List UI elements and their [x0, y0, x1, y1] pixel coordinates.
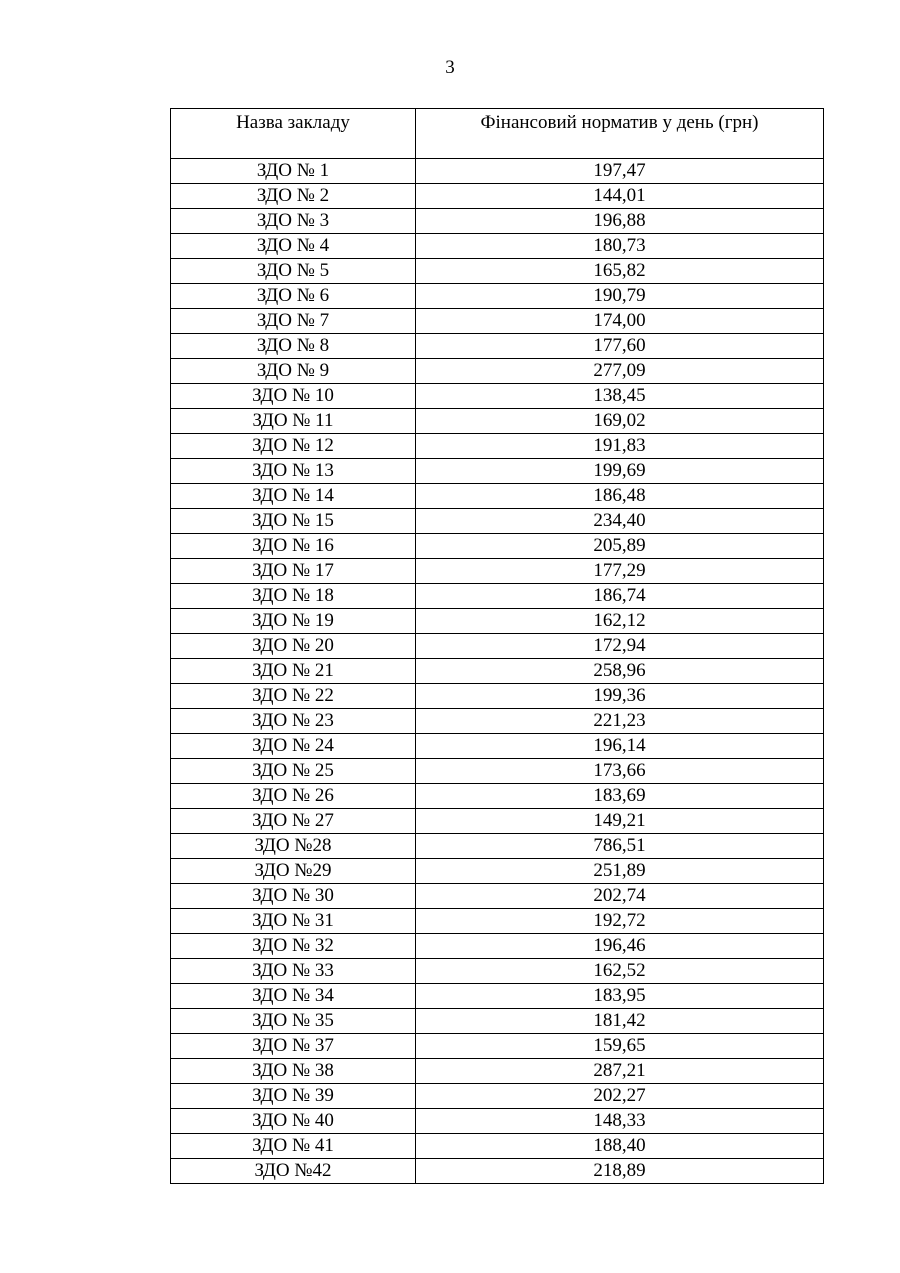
institution-name-cell: ЗДО № 32	[171, 934, 416, 959]
table-row	[171, 1059, 824, 1084]
institution-name-cell: ЗДО № 14	[171, 484, 416, 509]
daily-norm-cell: 192,72	[416, 909, 824, 934]
institution-name-cell: ЗДО № 23	[171, 709, 416, 734]
daily-norm-cell: 196,46	[416, 934, 824, 959]
daily-norm-cell: 162,52	[416, 959, 824, 984]
daily-norm-cell: 221,23	[416, 709, 824, 734]
table-row	[171, 884, 824, 909]
table-row	[171, 1034, 824, 1059]
institution-name-cell: ЗДО № 41	[171, 1134, 416, 1159]
institution-name-cell: ЗДО № 2	[171, 184, 416, 209]
institution-name-cell: ЗДО № 26	[171, 784, 416, 809]
institution-name-cell: ЗДО № 11	[171, 409, 416, 434]
daily-norm-cell: 181,42	[416, 1009, 824, 1034]
table-row	[171, 234, 824, 259]
table-row	[171, 759, 824, 784]
table-row	[171, 409, 824, 434]
table-row	[171, 634, 824, 659]
daily-norm-cell: 159,65	[416, 1034, 824, 1059]
daily-norm-cell: 199,69	[416, 459, 824, 484]
table-row	[171, 684, 824, 709]
institution-name-cell: ЗДО № 1	[171, 159, 416, 184]
table-row	[171, 1109, 824, 1134]
institution-name-cell: ЗДО № 4	[171, 234, 416, 259]
daily-norm-cell: 197,47	[416, 159, 824, 184]
table-row	[171, 284, 824, 309]
table-row	[171, 609, 824, 634]
institution-name-cell: ЗДО № 9	[171, 359, 416, 384]
institution-name-cell: ЗДО № 19	[171, 609, 416, 634]
institution-name-cell: ЗДО № 18	[171, 584, 416, 609]
table-row	[171, 459, 824, 484]
table-row	[171, 309, 824, 334]
institution-name-cell: ЗДО №42	[171, 1159, 416, 1184]
table-row	[171, 1009, 824, 1034]
table-row	[171, 1159, 824, 1184]
institution-name-cell: ЗДО № 15	[171, 509, 416, 534]
daily-norm-cell: 287,21	[416, 1059, 824, 1084]
institution-name-cell: ЗДО № 10	[171, 384, 416, 409]
daily-norm-cell: 162,12	[416, 609, 824, 634]
daily-norm-cell: 183,69	[416, 784, 824, 809]
table-row	[171, 809, 824, 834]
daily-norm-cell: 177,29	[416, 559, 824, 584]
daily-norm-cell: 144,01	[416, 184, 824, 209]
institution-name-cell: ЗДО № 12	[171, 434, 416, 459]
institution-name-cell: ЗДО № 37	[171, 1034, 416, 1059]
institution-name-cell: ЗДО № 34	[171, 984, 416, 1009]
daily-norm-cell: 186,74	[416, 584, 824, 609]
institution-name-cell: ЗДО № 27	[171, 809, 416, 834]
table-row	[171, 509, 824, 534]
table-row	[171, 909, 824, 934]
table-row	[171, 159, 824, 184]
table-row	[171, 984, 824, 1009]
daily-norm-cell: 172,94	[416, 634, 824, 659]
table-row	[171, 709, 824, 734]
column-header-institution: Назва закладу	[171, 109, 416, 159]
table-row	[171, 534, 824, 559]
daily-norm-cell: 173,66	[416, 759, 824, 784]
institution-name-cell: ЗДО № 17	[171, 559, 416, 584]
table-row	[171, 784, 824, 809]
table-row	[171, 259, 824, 284]
daily-norm-cell: 202,27	[416, 1084, 824, 1109]
institution-name-cell: ЗДО № 40	[171, 1109, 416, 1134]
institution-name-cell: ЗДО № 39	[171, 1084, 416, 1109]
institution-name-cell: ЗДО № 22	[171, 684, 416, 709]
daily-norm-cell: 196,88	[416, 209, 824, 234]
daily-norm-cell: 205,89	[416, 534, 824, 559]
daily-norm-cell: 148,33	[416, 1109, 824, 1134]
institution-name-cell: ЗДО № 20	[171, 634, 416, 659]
table-row	[171, 1084, 824, 1109]
institution-name-cell: ЗДО № 33	[171, 959, 416, 984]
table-row	[171, 434, 824, 459]
financial-norm-table	[170, 108, 824, 1184]
table-body	[171, 159, 824, 1184]
table-row	[171, 359, 824, 384]
institution-name-cell: ЗДО № 13	[171, 459, 416, 484]
table-row	[171, 184, 824, 209]
daily-norm-cell: 251,89	[416, 859, 824, 884]
page-number: 3	[445, 57, 455, 78]
daily-norm-cell: 190,79	[416, 284, 824, 309]
institution-name-cell: ЗДО № 7	[171, 309, 416, 334]
table-row	[171, 959, 824, 984]
table-row	[171, 484, 824, 509]
column-header-daily-norm: Фінансовий норматив у день (грн)	[416, 109, 824, 159]
daily-norm-cell: 202,74	[416, 884, 824, 909]
institution-name-cell: ЗДО № 24	[171, 734, 416, 759]
institution-name-cell: ЗДО № 5	[171, 259, 416, 284]
table-row	[171, 659, 824, 684]
daily-norm-cell: 183,95	[416, 984, 824, 1009]
institution-name-cell: ЗДО № 6	[171, 284, 416, 309]
table-row	[171, 1134, 824, 1159]
table-row	[171, 734, 824, 759]
daily-norm-cell: 277,09	[416, 359, 824, 384]
table-header-row	[171, 109, 824, 159]
table-row	[171, 859, 824, 884]
table-row	[171, 334, 824, 359]
table-row	[171, 559, 824, 584]
table-row	[171, 209, 824, 234]
daily-norm-cell: 258,96	[416, 659, 824, 684]
daily-norm-cell: 199,36	[416, 684, 824, 709]
institution-name-cell: ЗДО № 25	[171, 759, 416, 784]
institution-name-cell: ЗДО № 21	[171, 659, 416, 684]
daily-norm-cell: 196,14	[416, 734, 824, 759]
institution-name-cell: ЗДО №28	[171, 834, 416, 859]
table-row	[171, 834, 824, 859]
daily-norm-cell: 138,45	[416, 384, 824, 409]
institution-name-cell: ЗДО № 8	[171, 334, 416, 359]
institution-name-cell: ЗДО № 35	[171, 1009, 416, 1034]
daily-norm-cell: 169,02	[416, 409, 824, 434]
daily-norm-cell: 188,40	[416, 1134, 824, 1159]
institution-name-cell: ЗДО № 16	[171, 534, 416, 559]
daily-norm-cell: 177,60	[416, 334, 824, 359]
institution-name-cell: ЗДО № 30	[171, 884, 416, 909]
table-row	[171, 384, 824, 409]
daily-norm-cell: 186,48	[416, 484, 824, 509]
daily-norm-cell: 191,83	[416, 434, 824, 459]
daily-norm-cell: 149,21	[416, 809, 824, 834]
daily-norm-cell: 180,73	[416, 234, 824, 259]
institution-name-cell: ЗДО № 31	[171, 909, 416, 934]
institution-name-cell: ЗДО №29	[171, 859, 416, 884]
daily-norm-cell: 165,82	[416, 259, 824, 284]
table-row	[171, 934, 824, 959]
institution-name-cell: ЗДО № 38	[171, 1059, 416, 1084]
daily-norm-cell: 234,40	[416, 509, 824, 534]
daily-norm-cell: 218,89	[416, 1159, 824, 1184]
daily-norm-cell: 786,51	[416, 834, 824, 859]
table-row	[171, 584, 824, 609]
daily-norm-cell: 174,00	[416, 309, 824, 334]
institution-name-cell: ЗДО № 3	[171, 209, 416, 234]
